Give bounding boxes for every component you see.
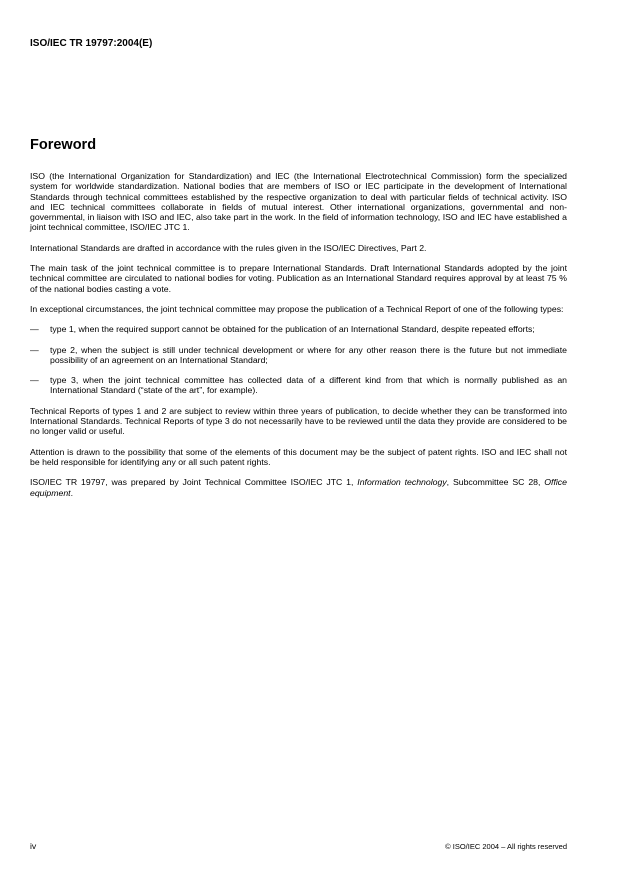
committee-title-italic: Information technology [357, 477, 447, 488]
bullet-text-type2: type 2, when the subject is still under technical development or where for any other reason there is the future but not immediate possibility of an agreement on an International Standard; [50, 344, 567, 365]
list-item-type3 [30, 375, 567, 396]
copyright-notice: © ISO/IEC 2004 – All rights reserved [445, 842, 567, 851]
paragraph-prepared-by [30, 477, 567, 498]
paragraph-patent: Attention is drawn to the possibility that some of the elements of this document may be the subject of patent rights. ISO and IEC shall not be held responsible for identifying any or all such patent rights. [30, 446, 567, 467]
paragraph-directives: International Standards are drafted in accordance with the rules given in the ISO/IEC Directives, Part 2. [30, 242, 427, 253]
subcommittee-text: , Subcommittee SC 28, [446, 477, 545, 488]
dash-bullet: — [30, 375, 39, 386]
foreword-body [30, 171, 567, 508]
list-item-type2 [30, 345, 567, 366]
bullet-text-type3: type 3, when the joint technical committee has collected data of a different kind from that which is normally published as an International Standard (“state of the art”, for example). [50, 375, 567, 396]
prepared-by-text: ISO/IEC TR 19797, was prepared by Joint Technical Committee ISO/IEC JTC 1, [30, 477, 358, 488]
paragraph-review: Technical Reports of types 1 and 2 are subject to review within three years of publication, to decide whether they can be transformed into International Standards. Technical Reports of type 3 do not necessarily have to be reviewed until the data they provide are considered to be no longer valid or useful. [30, 405, 567, 437]
paragraph-organizations: ISO (the International Organization for Standardization) and IEC (the International Electrotechnical Commission) form the specialized system for worldwide standardization. National bodies that are members of ISO or IEC participate in the development of International Standards through technical committees established by the respective organization to deal with particular fields of technical activity. ISO and IEC technical committees collaborate in fields of mutual interest. Other international organizations, governmental and non-governmental, in liaison with ISO and IEC, also take part in the work. In the field of information technology, ISO and IEC have established a joint technical committee, ISO/IEC JTC 1. [30, 171, 567, 233]
page-number: iv [30, 841, 37, 851]
paragraph-exceptional: In exceptional circumstances, the joint technical committee may propose the publication of a Technical Report of one of the following types: [30, 303, 564, 314]
paragraph-main-task: The main task of the joint technical committee is to prepare International Standards. Draft International Standards adopted by the joint technical committee are circulated to national bodies for voting. Publication as an International Standard requires approval by at least 75 % of the national bodies casting a vote. [30, 263, 567, 294]
dash-bullet: — [30, 344, 39, 355]
list-item-type1 [30, 324, 567, 334]
dash-bullet: — [30, 324, 39, 335]
bullet-text-type1: type 1, when the required support cannot be obtained for the publication of an International Standard, despite repeated efforts; [50, 324, 535, 335]
subcommittee-title-italic: Office equipment [30, 477, 567, 498]
document-header-id: ISO/IEC TR 19797:2004(E) [30, 38, 153, 49]
page-title: Foreword [30, 137, 97, 153]
period-text: . [70, 487, 73, 498]
